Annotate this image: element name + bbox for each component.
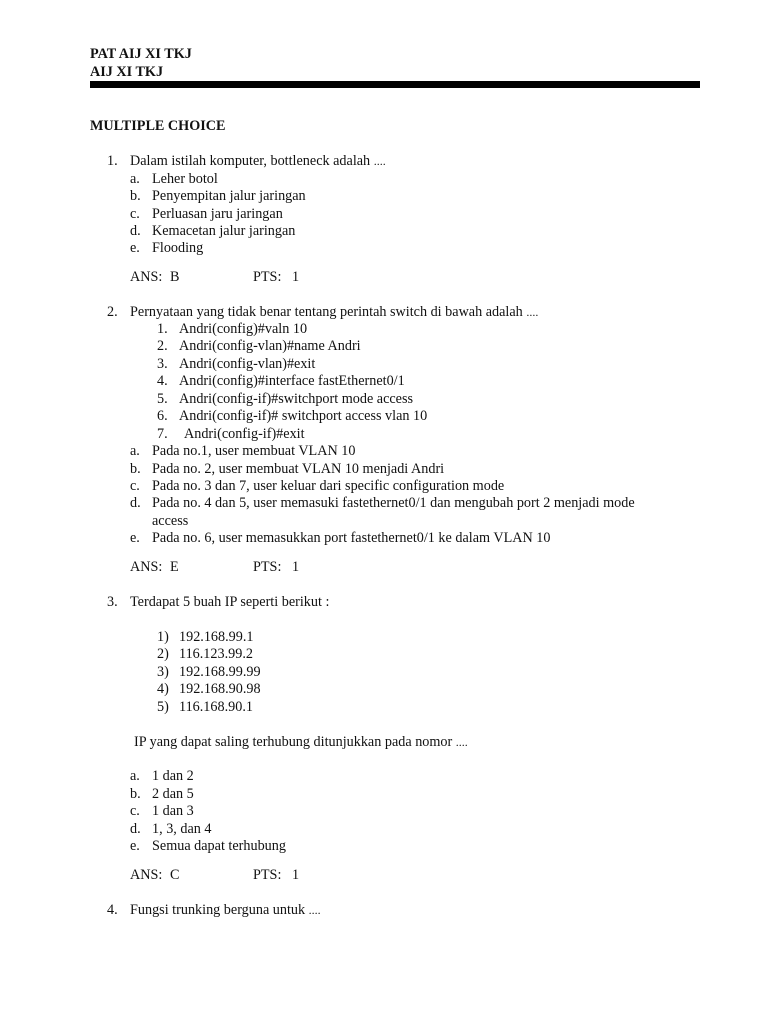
option-text: Flooding bbox=[152, 240, 204, 256]
points-label: PTS: bbox=[253, 559, 282, 575]
ip-text: 192.168.99.99 bbox=[179, 664, 261, 680]
ip-text: 116.168.90.1 bbox=[179, 699, 253, 715]
option-letter: c. bbox=[130, 206, 140, 222]
option-text: Pada no. 2, user membuat VLAN 10 menjadi Andri bbox=[152, 461, 445, 477]
command-number: 2. bbox=[157, 338, 168, 354]
question-number: 4. bbox=[107, 902, 118, 918]
option-letter: e. bbox=[130, 530, 140, 546]
answer-label: ANS: bbox=[130, 867, 163, 883]
question-number: 2. bbox=[107, 304, 118, 320]
points-value: 1 bbox=[292, 269, 300, 285]
command-number: 7. bbox=[157, 426, 168, 442]
option-letter: a. bbox=[130, 768, 140, 784]
answer-value: C bbox=[170, 867, 180, 883]
option-text: 1 dan 2 bbox=[152, 768, 194, 784]
question-number: 3. bbox=[107, 594, 118, 610]
header-rule bbox=[90, 81, 700, 88]
question-stem: Terdapat 5 buah IP seperti berikut : bbox=[130, 594, 330, 610]
option-text: Semua dapat terhubung bbox=[152, 838, 286, 854]
option-text: Penyempitan jalur jaringan bbox=[152, 188, 306, 204]
option-text: Pada no. 4 dan 5, user memasuki fastethernet0/1 dan mengubah port 2 menjadi mode bbox=[152, 495, 635, 511]
points-label: PTS: bbox=[253, 867, 282, 883]
command-number: 1. bbox=[157, 321, 168, 337]
option-letter: b. bbox=[130, 188, 141, 204]
option-text: 1 dan 3 bbox=[152, 803, 194, 819]
answer-label: ANS: bbox=[130, 559, 163, 575]
command-text: Andri(config)#valn 10 bbox=[179, 321, 308, 337]
command-number: 4. bbox=[157, 373, 168, 389]
option-text: Pada no.1, user membuat VLAN 10 bbox=[152, 443, 356, 459]
points-value: 1 bbox=[292, 559, 300, 575]
option-letter: d. bbox=[130, 495, 141, 511]
option-letter: c. bbox=[130, 478, 140, 494]
command-text: Andri(config-if)#exit bbox=[184, 426, 305, 442]
option-text: Pada no. 3 dan 7, user keluar dari specific configuration mode bbox=[152, 478, 505, 494]
answer-value: B bbox=[170, 269, 180, 285]
command-number: 5. bbox=[157, 391, 168, 407]
option-text: 1, 3, dan 4 bbox=[152, 821, 212, 837]
option-text: Kemacetan jalur jaringan bbox=[152, 223, 296, 239]
command-text: Andri(config-if)# switchport access vlan 10 bbox=[179, 408, 428, 424]
command-text: Andri(config)#interface fastEthernet0/1 bbox=[179, 373, 405, 389]
document-subtitle: AIJ XI TKJ bbox=[90, 64, 164, 80]
option-letter: d. bbox=[130, 821, 141, 837]
points-value: 1 bbox=[292, 867, 300, 883]
ip-number: 5) bbox=[157, 699, 169, 715]
ip-number: 3) bbox=[157, 664, 169, 680]
option-letter: e. bbox=[130, 838, 140, 854]
document-title: PAT AIJ XI TKJ bbox=[90, 46, 192, 62]
command-text: Andri(config-vlan)#exit bbox=[179, 356, 316, 372]
question-stem: Dalam istilah komputer, bottleneck adalah .... bbox=[130, 153, 386, 169]
section-title: MULTIPLE CHOICE bbox=[90, 118, 226, 134]
option-text: 2 dan 5 bbox=[152, 786, 194, 802]
option-text: Leher botol bbox=[152, 171, 218, 187]
option-letter: d. bbox=[130, 223, 141, 239]
option-text: Pada no. 6, user memasukkan port fastethernet0/1 ke dalam VLAN 10 bbox=[152, 530, 551, 546]
option-letter: c. bbox=[130, 803, 140, 819]
option-letter: b. bbox=[130, 786, 141, 802]
command-number: 3. bbox=[157, 356, 168, 372]
ip-number: 4) bbox=[157, 681, 169, 697]
question-prompt: IP yang dapat saling terhubung ditunjukkan pada nomor .... bbox=[134, 734, 468, 750]
option-letter: e. bbox=[130, 240, 140, 256]
ip-text: 192.168.99.1 bbox=[179, 629, 254, 645]
question-stem: Pernyataan yang tidak benar tentang perintah switch di bawah adalah .... bbox=[130, 304, 539, 320]
question-number: 1. bbox=[107, 153, 118, 169]
command-text: Andri(config-vlan)#name Andri bbox=[179, 338, 361, 354]
ip-text: 192.168.90.98 bbox=[179, 681, 261, 697]
command-number: 6. bbox=[157, 408, 168, 424]
option-letter: b. bbox=[130, 461, 141, 477]
option-letter: a. bbox=[130, 171, 140, 187]
ip-text: 116.123.99.2 bbox=[179, 646, 253, 662]
question-stem: Fungsi trunking berguna untuk .... bbox=[130, 902, 321, 918]
answer-label: ANS: bbox=[130, 269, 163, 285]
option-letter: a. bbox=[130, 443, 140, 459]
points-label: PTS: bbox=[253, 269, 282, 285]
option-text: Perluasan jaru jaringan bbox=[152, 206, 283, 222]
option-text-continued: access bbox=[152, 513, 189, 529]
answer-value: E bbox=[170, 559, 179, 575]
ip-number: 1) bbox=[157, 629, 169, 645]
ip-number: 2) bbox=[157, 646, 169, 662]
command-text: Andri(config-if)#switchport mode access bbox=[179, 391, 414, 407]
